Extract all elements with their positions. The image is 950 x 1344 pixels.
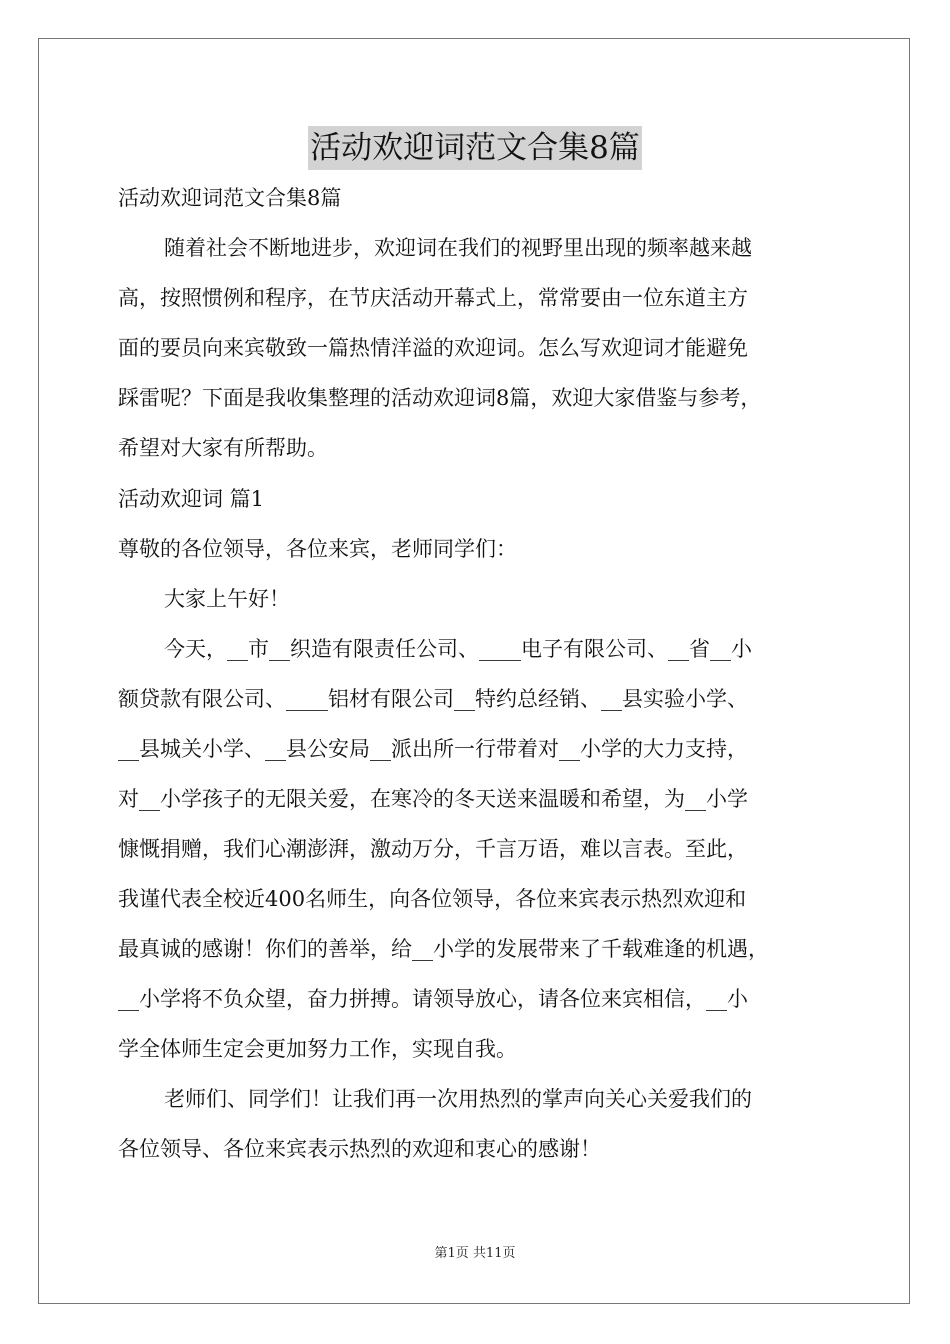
greeting: 大家上午好！ (164, 587, 290, 611)
body-line: 对__小学孩子的无限关爱，在寒冷的冬天送来温暖和希望，为__小学 (118, 787, 748, 811)
salutation: 尊敬的各位领导，各位来宾，老师同学们： (118, 537, 517, 561)
intro-line: 高，按照惯例和程序，在节庆活动开幕式上，常常要由一位东道主方 (118, 286, 748, 310)
intro-line: 希望对大家有所帮助。 (118, 436, 328, 460)
intro-line: 面的要员向来宾敬致一篇热情洋溢的欢迎词。怎么写欢迎词才能避免 (118, 336, 748, 360)
intro-line: 踩雷呢？下面是我收集整理的活动欢迎词8篇，欢迎大家借鉴与参考， (118, 386, 762, 410)
body-line: 今天，__市__织造有限责任公司、____电子有限公司、__省__小 (164, 637, 752, 661)
section-heading: 活动欢迎词 篇1 (118, 487, 265, 511)
subtitle: 活动欢迎词范文合集8篇 (118, 186, 342, 210)
title-wrap (0, 126, 950, 170)
document-title: 活动欢迎词范文合集8篇 (308, 126, 642, 170)
closing-line: 各位领导、各位来宾表示热烈的欢迎和衷心的感谢！ (118, 1137, 601, 1161)
body-line: 我谨代表全校近400名师生，向各位领导，各位来宾表示热烈欢迎和 (118, 887, 747, 911)
intro-line: 随着社会不断地进步，欢迎词在我们的视野里出现的频率越来越 (164, 236, 752, 260)
body-line: __县城关小学、__县公安局__派出所一行带着对__小学的大力支持， (118, 737, 748, 761)
body-line: 最真诚的感谢！你们的善举，给__小学的发展带来了千载难逢的机遇， (118, 937, 769, 961)
body-line: __小学将不负众望，奋力拼搏。请领导放心，请各位来宾相信，__小 (118, 987, 748, 1011)
closing-line: 老师们、同学们！让我们再一次用热烈的掌声向关心关爱我们的 (164, 1087, 752, 1111)
body-line: 学全体师生定会更加努力工作，实现自我。 (118, 1037, 517, 1061)
body-line: 慷慨捐赠，我们心潮澎湃，激动万分，千言万语，难以言表。至此， (118, 837, 748, 861)
page-footer: 第1页 共11页 (434, 1246, 516, 1261)
body-line: 额贷款有限公司、____铝材有限公司__特约总经销、__县实验小学、 (118, 687, 748, 711)
